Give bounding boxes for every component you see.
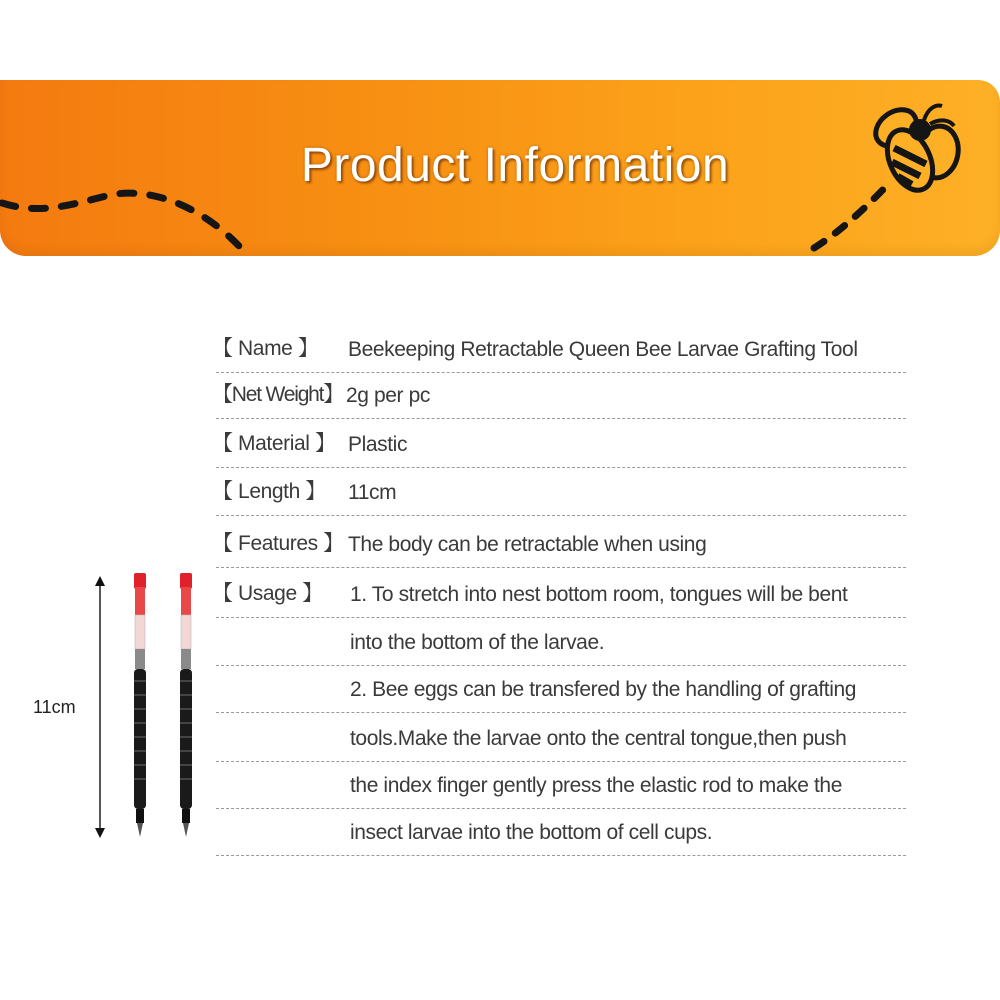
spec-row-usage-cont bbox=[216, 617, 906, 666]
spec-value: 1. To stretch into nest bottom room, tongues will be bent bbox=[350, 583, 848, 606]
dashed-flight-path-left bbox=[0, 185, 250, 255]
spec-value: into the bottom of the larvae. bbox=[350, 631, 605, 654]
spec-label: 【Net Weight】 bbox=[212, 383, 344, 406]
spec-label: 【 Name 】 bbox=[212, 337, 319, 360]
spec-value: the index finger gently press the elastic rod to make the bbox=[350, 774, 842, 797]
banner-title: Product Information bbox=[300, 139, 730, 192]
spec-value: 2g per pc bbox=[346, 384, 430, 407]
spec-value: Plastic bbox=[348, 433, 408, 456]
spec-value: 2. Bee eggs can be transfered by the handling of grafting bbox=[350, 678, 857, 701]
spec-row-usage-cont bbox=[216, 664, 906, 713]
spec-label: 【 Features 】 bbox=[212, 532, 344, 555]
spec-row-name bbox=[212, 324, 906, 373]
spec-value: insect larvae into the bottom of cell cups. bbox=[350, 821, 713, 844]
grafting-tool-image bbox=[178, 571, 194, 841]
spec-row-usage bbox=[212, 569, 906, 618]
spec-label: 【 Material 】 bbox=[212, 432, 336, 455]
grafting-tool-image bbox=[132, 571, 148, 841]
spec-row-features bbox=[212, 519, 906, 568]
dimension-label: 11cm bbox=[33, 697, 76, 717]
spec-row-material bbox=[212, 419, 906, 468]
spec-value: The body can be retractable when using bbox=[348, 533, 707, 556]
spec-value: tools.Make the larvae onto the central tongue,then push bbox=[350, 727, 847, 750]
spec-label: 【 Usage 】 bbox=[212, 582, 323, 605]
spec-value: Beekeeping Retractable Queen Bee Larvae Grafting Tool bbox=[348, 338, 858, 361]
spec-row-usage-cont bbox=[216, 760, 906, 809]
spec-label: 【 Length 】 bbox=[212, 480, 326, 503]
spec-row-length bbox=[212, 467, 906, 516]
spec-row-usage-cont bbox=[216, 713, 906, 762]
spec-value: 11cm bbox=[348, 481, 397, 504]
spec-row-usage-cont bbox=[216, 807, 906, 856]
spec-row-net-weight bbox=[212, 370, 906, 419]
dimension-arrow bbox=[93, 576, 107, 838]
